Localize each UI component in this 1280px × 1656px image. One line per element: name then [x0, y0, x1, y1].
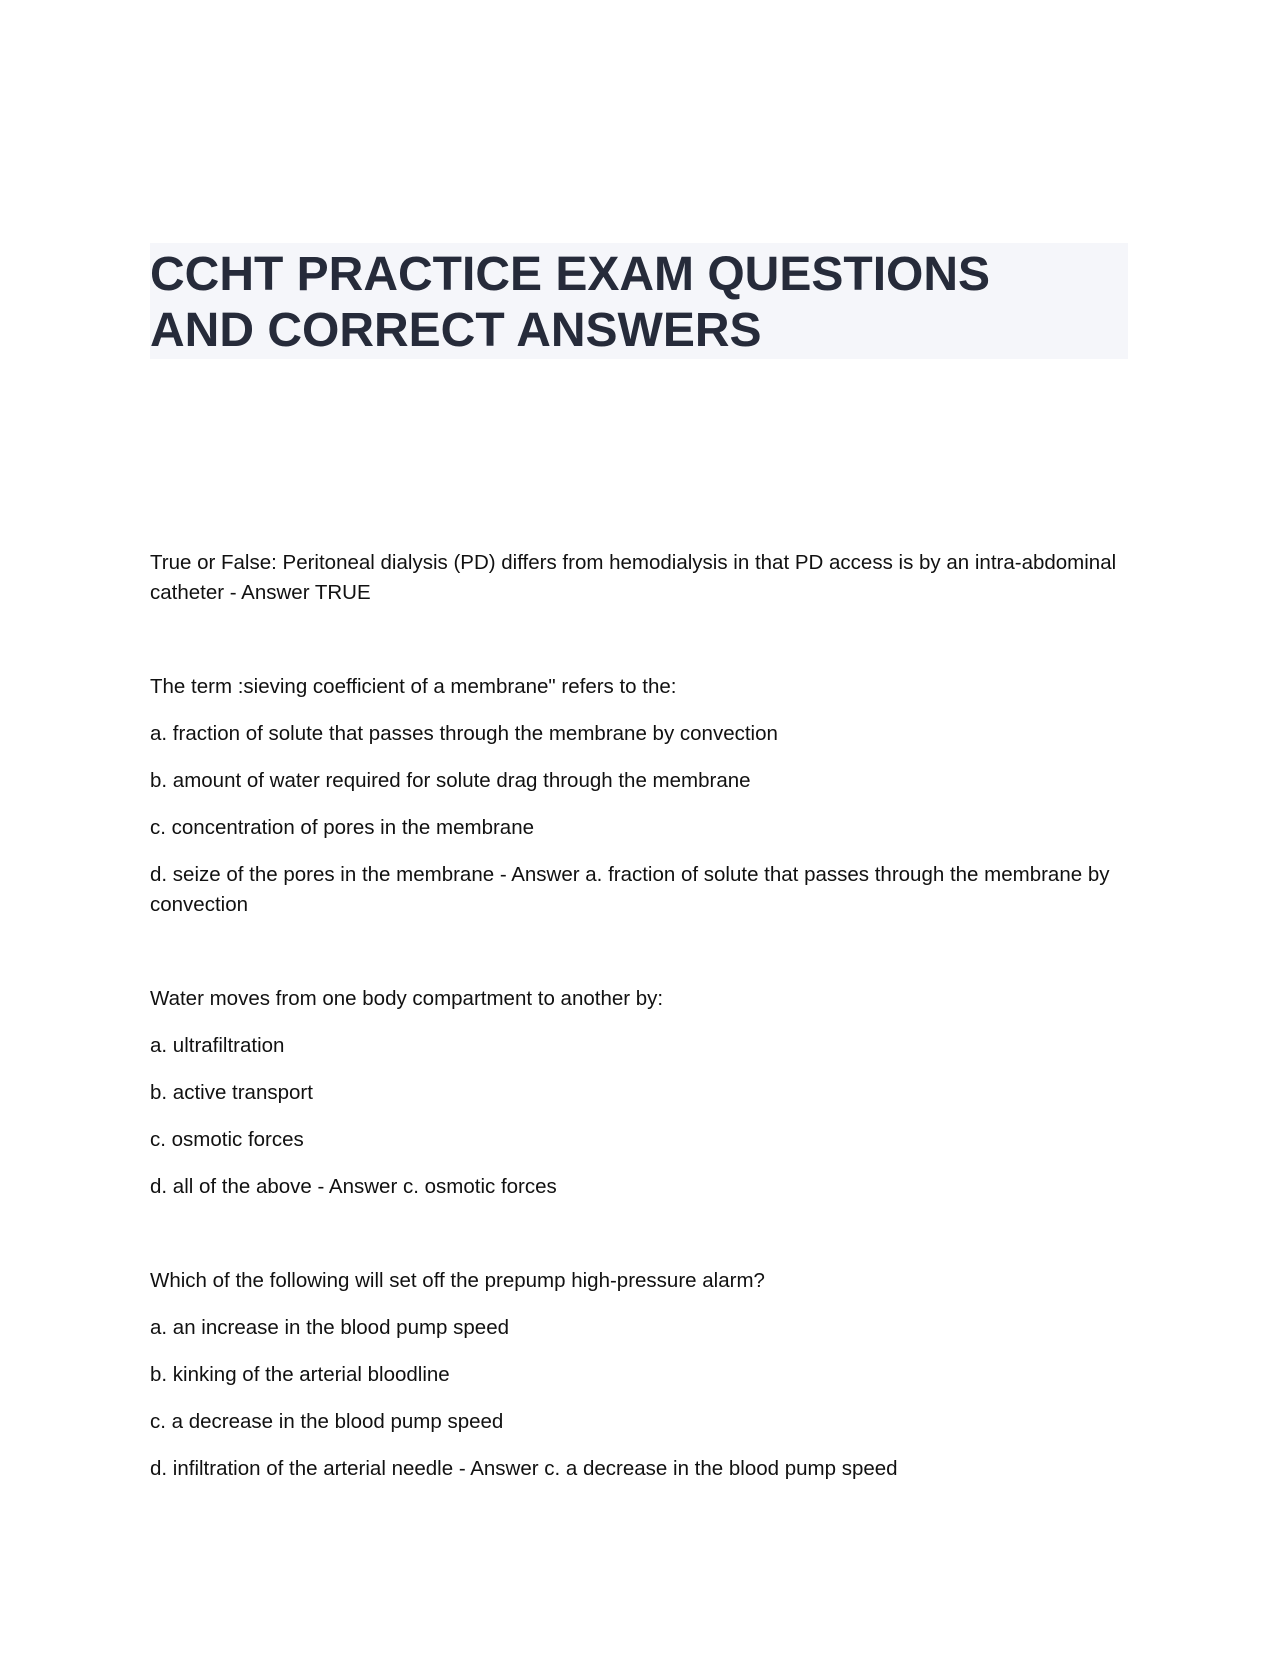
question-3-option-a: a. ultrafiltration — [150, 1034, 285, 1057]
title-banner — [150, 243, 1128, 359]
title-line-1: CCHT PRACTICE EXAM QUESTIONS — [150, 248, 991, 301]
question-2-option-a: a. fraction of solute that passes through the membrane by convection — [150, 722, 778, 745]
question-2-option-c: c. concentration of pores in the membrane — [150, 816, 535, 839]
question-1-text: True or False: Peritoneal dialysis (PD) differs from hemodialysis in that PD access is by an intra-abdominal catheter - Answer TRUE — [150, 551, 1117, 604]
question-4-stem: Which of the following will set off the prepump high-pressure alarm? — [150, 1269, 765, 1292]
title-line-2: AND CORRECT ANSWERS — [150, 304, 762, 357]
question-4-option-c: c. a decrease in the blood pump speed — [150, 1410, 504, 1433]
question-2-option-b: b. amount of water required for solute drag through the membrane — [150, 769, 751, 792]
document-title — [150, 247, 1128, 359]
question-3-stem: Water moves from one body compartment to another by: — [150, 987, 664, 1010]
question-3-option-d: d. all of the above - Answer c. osmotic forces — [150, 1175, 557, 1198]
question-3-option-b: b. active transport — [150, 1081, 313, 1104]
question-4-option-a: a. an increase in the blood pump speed — [150, 1316, 510, 1339]
question-2-stem: The term :sieving coefficient of a membrane" refers to the: — [150, 675, 677, 698]
question-3-option-c: c. osmotic forces — [150, 1128, 304, 1151]
question-1 — [150, 548, 1130, 608]
question-3 — [150, 984, 1130, 1202]
question-2 — [150, 672, 1130, 920]
question-4-option-d: d. infiltration of the arterial needle - Answer c. a decrease in the blood pump speed — [150, 1457, 898, 1480]
question-4 — [150, 1266, 1130, 1484]
question-4-option-b: b. kinking of the arterial bloodline — [150, 1363, 450, 1386]
question-2-option-d: d. seize of the pores in the membrane - Answer a. fraction of solute that passes through the membrane by convection — [150, 863, 1110, 916]
